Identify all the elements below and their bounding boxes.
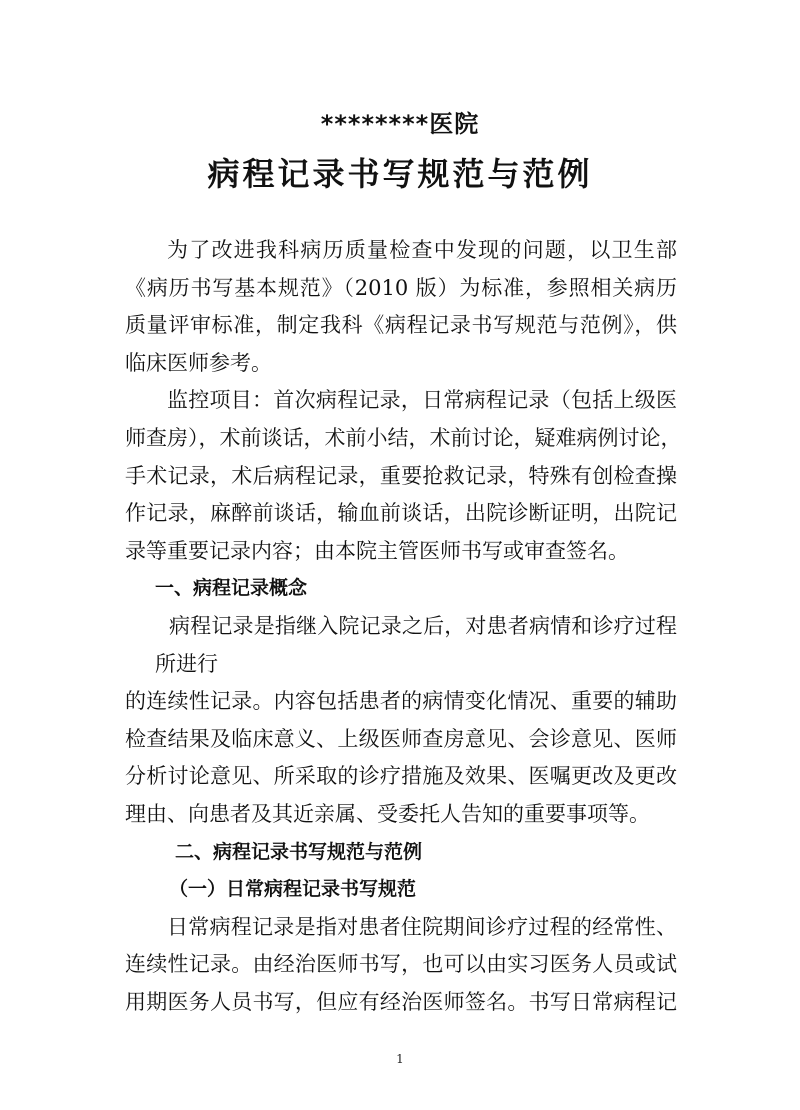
- paragraph-line: 质量评审标准，制定我科《病程记录书写规范与范例》，供: [125, 313, 677, 338]
- paragraph-line: 的连续性记录。内容包括患者的病情变化情况、重要的辅助: [125, 689, 677, 714]
- paragraph-line: 分析讨论意见、所采取的诊疗措施及效果、医嘱更改及更改: [125, 764, 677, 789]
- paragraph-line: 监控项目：首次病程记录，日常病程记录（包括上级医: [167, 388, 677, 413]
- paragraph-line: 师查房），术前谈话，术前小结，术前讨论，疑难病例讨论，: [125, 425, 682, 450]
- paragraph-line: 《病历书写基本规范》（2010 版）为标准，参照相关病历: [125, 275, 677, 300]
- paragraph-daily-record: [125, 909, 677, 1022]
- paragraph-line: 检查结果及临床意义、上级医师查房意见、会诊意见、医师: [125, 726, 677, 751]
- paragraph-line: 理由、向患者及其近亲属、受委托人告知的重要事项等。: [125, 801, 650, 826]
- section-heading-2: 二、病程记录书写规范与范例: [175, 840, 423, 863]
- paragraph-line: 作记录，麻醉前谈话，输血前谈话，出院诊断证明，出院记: [125, 501, 677, 526]
- paragraph-line: 临床医师参考。: [125, 350, 272, 375]
- paragraph-line: 日常病程记录是指对患者住院期间诊疗过程的经常性、: [167, 914, 677, 939]
- paragraph-monitoring: [125, 382, 682, 570]
- subsection-heading-1: （一）日常病程记录书写规范: [169, 878, 417, 901]
- hospital-title: ********医院: [320, 110, 480, 138]
- paragraph-intro: [125, 232, 677, 382]
- paragraph-line: 所进行: [155, 651, 218, 676]
- paragraph-concept: [125, 608, 677, 834]
- paragraph-line: 为了改进我科病历质量检查中发现的问题，以卫生部: [167, 238, 677, 262]
- section-heading-1: 一、病程记录概念: [155, 577, 308, 600]
- paragraph-line: 手术记录，术后病程记录，重要抢救记录，特殊有创检查操: [125, 463, 677, 488]
- page-number: 1: [396, 1052, 404, 1066]
- paragraph-line: 病程记录是指继入院记录之后，对患者病情和诊疗过程: [169, 613, 677, 638]
- paragraph-line: 用期医务人员书写，但应有经治医师签名。书写日常病程记: [125, 989, 677, 1014]
- document-body: [125, 232, 682, 1021]
- paragraph-line: 录等重要记录内容；由本院主管医师书写或审查签名。: [125, 538, 629, 563]
- paragraph-line: 连续性记录。由经治医师书写，也可以由实习医务人员或试: [125, 952, 677, 977]
- main-title: 病程记录书写规范与范例: [207, 155, 593, 193]
